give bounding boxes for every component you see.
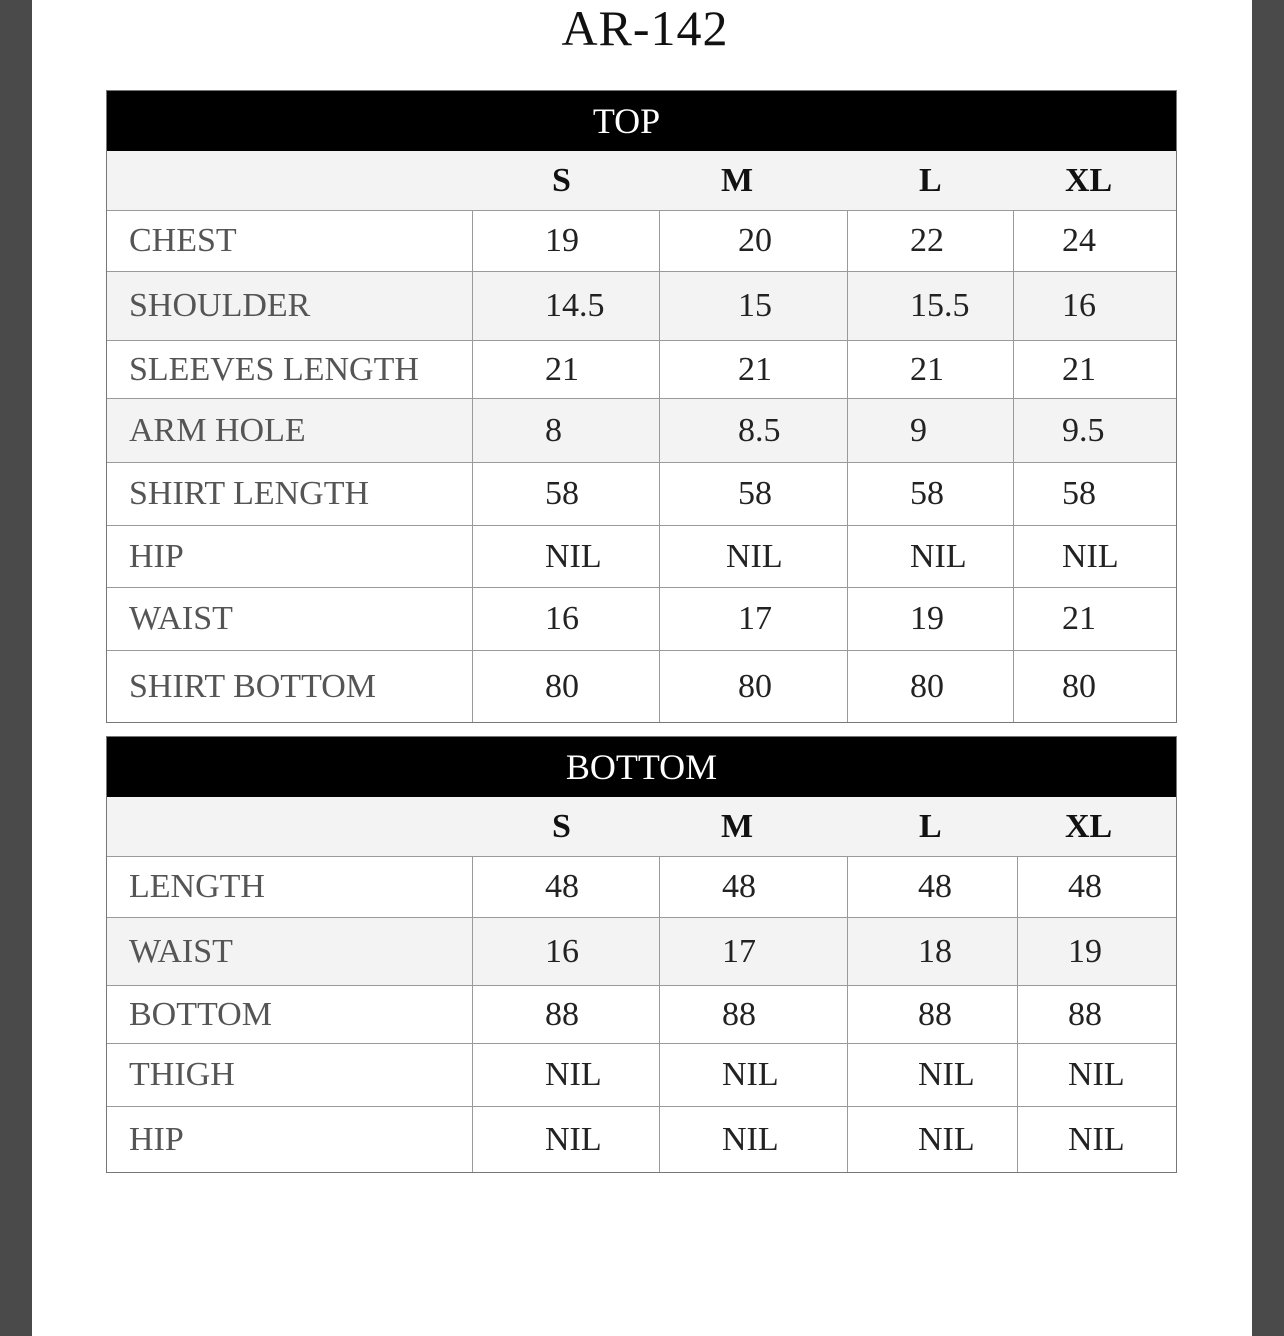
value-cell: 14.5 — [472, 272, 659, 340]
value-cell: 19 — [472, 211, 659, 271]
value-cell: 16 — [472, 588, 659, 650]
product-code-title: AR-142 — [561, 0, 729, 56]
value-cell: 20 — [659, 211, 847, 271]
value-cell: 19 — [1017, 918, 1176, 985]
value-cell: 58 — [847, 463, 1013, 525]
table-row — [107, 272, 1176, 341]
value-cell: 80 — [1013, 651, 1176, 722]
size-header-xl: XL — [1065, 161, 1113, 199]
value-cell: NIL — [659, 1107, 847, 1172]
measurement-label: THIGH — [129, 1056, 235, 1093]
value-cell: 9 — [847, 399, 1013, 462]
value-cell: 48 — [472, 857, 659, 917]
table-row — [107, 986, 1176, 1044]
measurement-label: SLEEVES LENGTH — [129, 350, 419, 388]
value-cell: 58 — [659, 463, 847, 525]
value-cell: 21 — [1013, 341, 1176, 398]
value-cell: 48 — [659, 857, 847, 917]
table-row — [107, 211, 1176, 272]
measurement-label: SHOULDER — [129, 287, 311, 324]
size-header-m: M — [721, 807, 754, 845]
value-cell: NIL — [472, 1107, 659, 1172]
size-header-s: S — [552, 807, 571, 845]
table-row — [107, 341, 1176, 399]
size-header-s: S — [552, 161, 571, 199]
bottom-size-header-row — [107, 797, 1176, 857]
value-cell: 48 — [847, 857, 1017, 917]
measurement-label: ARM HOLE — [129, 411, 306, 449]
value-cell: 8.5 — [659, 399, 847, 462]
value-cell: 8 — [472, 399, 659, 462]
value-cell: 21 — [847, 341, 1013, 398]
value-cell: 16 — [1013, 272, 1176, 340]
table-row — [107, 399, 1176, 463]
top-size-table — [106, 90, 1177, 723]
value-cell: 9.5 — [1013, 399, 1176, 462]
bottom-table-heading: BOTTOM — [107, 737, 1176, 797]
value-cell: NIL — [1017, 1107, 1176, 1172]
value-cell: NIL — [847, 526, 1013, 587]
value-cell: 21 — [659, 341, 847, 398]
value-cell: 15 — [659, 272, 847, 340]
size-header-xl: XL — [1065, 807, 1113, 845]
size-chart-page — [32, 0, 1252, 1336]
value-cell: NIL — [1017, 1044, 1176, 1106]
table-row — [107, 526, 1176, 588]
top-table-heading: TOP — [107, 91, 1176, 151]
value-cell: NIL — [659, 526, 847, 587]
table-row — [107, 1107, 1176, 1172]
measurement-label: SHIRT BOTTOM — [129, 667, 377, 705]
value-cell: NIL — [472, 1044, 659, 1106]
value-cell: 80 — [659, 651, 847, 722]
value-cell: 19 — [847, 588, 1013, 650]
value-cell: 21 — [1013, 588, 1176, 650]
measurement-label: CHEST — [129, 222, 237, 259]
value-cell: 22 — [847, 211, 1013, 271]
value-cell: 16 — [472, 918, 659, 985]
value-cell: NIL — [659, 1044, 847, 1106]
measurement-label: BOTTOM — [129, 995, 272, 1033]
table-row — [107, 918, 1176, 986]
value-cell: NIL — [472, 526, 659, 587]
value-cell: 58 — [472, 463, 659, 525]
measurement-label: WAIST — [129, 932, 233, 970]
table-row — [107, 1044, 1176, 1107]
value-cell: 17 — [659, 918, 847, 985]
table-row — [107, 857, 1176, 918]
measurement-label: HIP — [129, 1120, 184, 1158]
value-cell: 88 — [847, 986, 1017, 1043]
value-cell: 48 — [1017, 857, 1176, 917]
table-row — [107, 463, 1176, 526]
size-header-l: L — [919, 807, 942, 845]
value-cell: NIL — [847, 1044, 1017, 1106]
size-header-m: M — [721, 161, 754, 199]
value-cell: 80 — [472, 651, 659, 722]
value-cell: 80 — [847, 651, 1013, 722]
top-size-header-row — [107, 151, 1176, 211]
value-cell: 15.5 — [847, 272, 1013, 340]
value-cell: NIL — [847, 1107, 1017, 1172]
value-cell: 88 — [659, 986, 847, 1043]
bottom-size-table — [106, 736, 1177, 1173]
value-cell: NIL — [1013, 526, 1176, 587]
value-cell: 58 — [1013, 463, 1176, 525]
value-cell: 24 — [1013, 211, 1176, 271]
measurement-label: HIP — [129, 537, 184, 575]
size-header-l: L — [919, 161, 942, 199]
measurement-label: LENGTH — [129, 868, 265, 905]
value-cell: 18 — [847, 918, 1017, 985]
table-row — [107, 651, 1176, 722]
measurement-label: WAIST — [129, 600, 233, 637]
table-row — [107, 588, 1176, 651]
value-cell: 17 — [659, 588, 847, 650]
value-cell: 88 — [1017, 986, 1176, 1043]
value-cell: 88 — [472, 986, 659, 1043]
measurement-label: SHIRT LENGTH — [129, 475, 370, 512]
value-cell: 21 — [472, 341, 659, 398]
